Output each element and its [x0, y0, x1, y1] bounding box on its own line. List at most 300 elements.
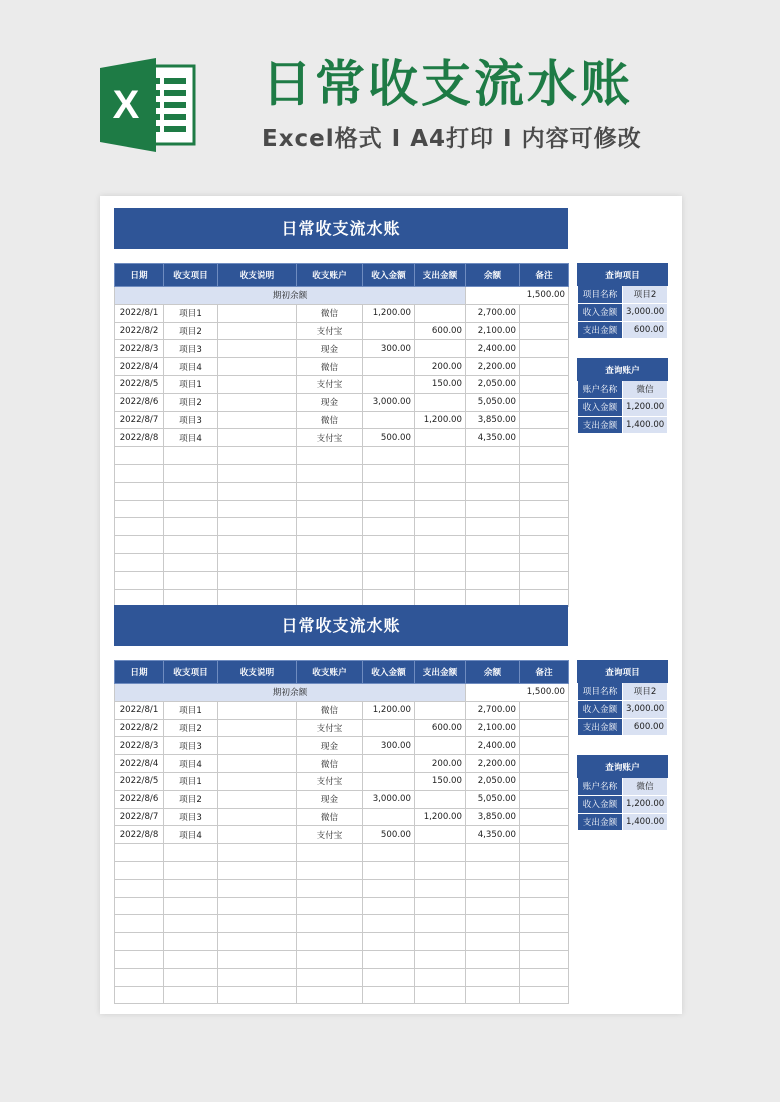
empty-cell[interactable]: [520, 518, 569, 536]
empty-cell[interactable]: [466, 482, 520, 500]
table-cell[interactable]: [520, 340, 569, 358]
table-cell[interactable]: 现金: [297, 393, 363, 411]
empty-cell[interactable]: [520, 861, 569, 879]
empty-cell[interactable]: [520, 536, 569, 554]
opening-balance-value[interactable]: 1,500.00: [466, 287, 569, 305]
empty-cell[interactable]: [466, 968, 520, 986]
empty-cell[interactable]: [297, 933, 363, 951]
empty-cell[interactable]: [115, 518, 164, 536]
empty-cell[interactable]: [466, 447, 520, 465]
table-cell[interactable]: 项目4: [164, 826, 218, 844]
table-cell[interactable]: [218, 755, 297, 773]
empty-cell[interactable]: [297, 950, 363, 968]
empty-cell[interactable]: [218, 447, 297, 465]
empty-cell[interactable]: [164, 986, 218, 1004]
table-cell[interactable]: 项目2: [164, 393, 218, 411]
table-cell[interactable]: 2022/8/8: [115, 826, 164, 844]
table-cell[interactable]: 项目3: [164, 411, 218, 429]
table-cell[interactable]: [520, 772, 569, 790]
table-cell[interactable]: 150.00: [415, 772, 466, 790]
empty-cell[interactable]: [297, 500, 363, 518]
table-cell[interactable]: [363, 755, 415, 773]
empty-cell[interactable]: [115, 553, 164, 571]
table-cell[interactable]: [218, 737, 297, 755]
table-cell[interactable]: 2,400.00: [466, 340, 520, 358]
table-cell[interactable]: [363, 772, 415, 790]
empty-cell[interactable]: [415, 950, 466, 968]
empty-cell[interactable]: [218, 968, 297, 986]
empty-cell[interactable]: [115, 879, 164, 897]
empty-cell[interactable]: [164, 915, 218, 933]
query-row: [578, 718, 668, 736]
ledger-banner: 日常收支流水账: [114, 208, 568, 249]
empty-cell[interactable]: [520, 553, 569, 571]
empty-cell[interactable]: [297, 536, 363, 554]
empty-cell[interactable]: [297, 482, 363, 500]
table-cell[interactable]: [363, 808, 415, 826]
empty-cell[interactable]: [297, 861, 363, 879]
table-cell[interactable]: 1,200.00: [363, 304, 415, 322]
table-cell[interactable]: [363, 719, 415, 737]
empty-cell[interactable]: [218, 933, 297, 951]
table-cell[interactable]: 2,100.00: [466, 322, 520, 340]
empty-cell[interactable]: [415, 986, 466, 1004]
table-cell[interactable]: [218, 719, 297, 737]
table-cell[interactable]: [218, 772, 297, 790]
empty-cell[interactable]: [297, 571, 363, 589]
table-cell[interactable]: 现金: [297, 340, 363, 358]
table-cell[interactable]: 现金: [297, 790, 363, 808]
table-row: [115, 393, 569, 411]
table-cell[interactable]: 项目2: [164, 790, 218, 808]
empty-cell[interactable]: [115, 844, 164, 862]
table-cell[interactable]: [363, 322, 415, 340]
query-row: [578, 303, 668, 321]
empty-cell[interactable]: [297, 553, 363, 571]
table-cell[interactable]: 项目3: [164, 340, 218, 358]
empty-cell[interactable]: [164, 571, 218, 589]
table-cell[interactable]: 支付宝: [297, 826, 363, 844]
empty-cell[interactable]: [520, 986, 569, 1004]
table-cell[interactable]: [363, 375, 415, 393]
empty-cell[interactable]: [415, 844, 466, 862]
empty-cell[interactable]: [297, 844, 363, 862]
empty-cell[interactable]: [520, 482, 569, 500]
col-header: 收支项目: [164, 661, 218, 684]
table-cell[interactable]: 2022/8/2: [115, 719, 164, 737]
table-cell[interactable]: [218, 701, 297, 719]
table-cell[interactable]: [218, 826, 297, 844]
table-cell[interactable]: [218, 322, 297, 340]
table-cell[interactable]: 2,700.00: [466, 701, 520, 719]
query-value: 1,200.00: [623, 398, 668, 416]
empty-cell[interactable]: [466, 571, 520, 589]
table-cell[interactable]: 支付宝: [297, 772, 363, 790]
table-row: [115, 772, 569, 790]
empty-cell[interactable]: [164, 933, 218, 951]
table-cell[interactable]: 2,200.00: [466, 755, 520, 773]
query-value[interactable]: 项目2: [623, 683, 668, 701]
table-row: [115, 808, 569, 826]
table-cell[interactable]: 3,850.00: [466, 808, 520, 826]
empty-cell[interactable]: [218, 482, 297, 500]
table-cell[interactable]: 微信: [297, 304, 363, 322]
empty-cell[interactable]: [218, 464, 297, 482]
empty-cell[interactable]: [466, 464, 520, 482]
empty-cell[interactable]: [297, 986, 363, 1004]
empty-cell[interactable]: [363, 933, 415, 951]
table-cell[interactable]: 1,200.00: [415, 808, 466, 826]
table-cell[interactable]: 2022/8/6: [115, 393, 164, 411]
table-cell[interactable]: [520, 755, 569, 773]
table-cell[interactable]: 3,000.00: [363, 790, 415, 808]
table-cell[interactable]: 4,350.00: [466, 429, 520, 447]
empty-cell[interactable]: [520, 500, 569, 518]
empty-cell[interactable]: [115, 950, 164, 968]
ledger-header-row: [115, 264, 569, 287]
empty-cell[interactable]: [218, 861, 297, 879]
table-cell[interactable]: 项目1: [164, 304, 218, 322]
empty-cell[interactable]: [520, 844, 569, 862]
empty-cell[interactable]: [115, 861, 164, 879]
empty-cell[interactable]: [466, 915, 520, 933]
table-cell[interactable]: [415, 393, 466, 411]
table-cell[interactable]: 项目4: [164, 429, 218, 447]
empty-cell[interactable]: [520, 915, 569, 933]
empty-cell[interactable]: [164, 518, 218, 536]
empty-cell[interactable]: [164, 447, 218, 465]
empty-cell[interactable]: [466, 986, 520, 1004]
table-cell[interactable]: [218, 393, 297, 411]
empty-cell[interactable]: [115, 536, 164, 554]
opening-balance-row: [115, 287, 569, 305]
table-cell[interactable]: 项目2: [164, 719, 218, 737]
empty-cell[interactable]: [415, 879, 466, 897]
table-cell[interactable]: 微信: [297, 411, 363, 429]
table-cell[interactable]: 1,200.00: [363, 701, 415, 719]
table-cell[interactable]: 2,400.00: [466, 737, 520, 755]
table-cell[interactable]: 项目4: [164, 358, 218, 376]
table-cell[interactable]: 2022/8/4: [115, 755, 164, 773]
table-cell[interactable]: 1,200.00: [415, 411, 466, 429]
empty-cell[interactable]: [115, 915, 164, 933]
empty-cell[interactable]: [466, 897, 520, 915]
table-cell[interactable]: [218, 411, 297, 429]
empty-cell[interactable]: [363, 482, 415, 500]
table-cell[interactable]: 2,050.00: [466, 772, 520, 790]
empty-cell[interactable]: [363, 447, 415, 465]
table-cell[interactable]: 微信: [297, 755, 363, 773]
empty-cell[interactable]: [218, 897, 297, 915]
table-cell[interactable]: 2,700.00: [466, 304, 520, 322]
empty-cell[interactable]: [115, 447, 164, 465]
table-cell[interactable]: 项目3: [164, 737, 218, 755]
empty-row: [115, 482, 569, 500]
table-cell[interactable]: 200.00: [415, 358, 466, 376]
query-label: 支出金额: [578, 416, 623, 434]
table-cell[interactable]: 5,050.00: [466, 790, 520, 808]
empty-cell[interactable]: [363, 915, 415, 933]
empty-cell[interactable]: [218, 915, 297, 933]
empty-cell[interactable]: [363, 879, 415, 897]
empty-cell[interactable]: [164, 482, 218, 500]
table-cell[interactable]: [218, 808, 297, 826]
empty-cell[interactable]: [363, 518, 415, 536]
empty-cell[interactable]: [115, 897, 164, 915]
table-cell[interactable]: [415, 701, 466, 719]
empty-cell[interactable]: [415, 915, 466, 933]
empty-cell[interactable]: [520, 933, 569, 951]
empty-cell[interactable]: [297, 897, 363, 915]
empty-cell[interactable]: [164, 950, 218, 968]
table-cell[interactable]: 项目1: [164, 375, 218, 393]
empty-cell[interactable]: [115, 933, 164, 951]
table-cell[interactable]: 4,350.00: [466, 826, 520, 844]
table-cell[interactable]: [520, 808, 569, 826]
empty-cell[interactable]: [363, 986, 415, 1004]
table-cell[interactable]: 2022/8/1: [115, 304, 164, 322]
empty-cell[interactable]: [520, 464, 569, 482]
table-cell[interactable]: 5,050.00: [466, 393, 520, 411]
table-cell[interactable]: 3,000.00: [363, 393, 415, 411]
query-label: 收入金额: [578, 303, 623, 321]
table-cell[interactable]: 3,850.00: [466, 411, 520, 429]
empty-row: [115, 950, 569, 968]
table-cell[interactable]: 2022/8/8: [115, 429, 164, 447]
col-header: 收支说明: [218, 661, 297, 684]
col-header: 备注: [520, 661, 569, 684]
empty-cell[interactable]: [415, 553, 466, 571]
empty-cell[interactable]: [218, 536, 297, 554]
table-cell[interactable]: 2022/8/5: [115, 375, 164, 393]
table-cell[interactable]: [520, 701, 569, 719]
table-cell[interactable]: [520, 411, 569, 429]
table-cell[interactable]: [520, 719, 569, 737]
empty-cell[interactable]: [297, 915, 363, 933]
table-cell[interactable]: [218, 304, 297, 322]
empty-cell[interactable]: [520, 950, 569, 968]
table-cell[interactable]: 项目3: [164, 808, 218, 826]
empty-cell[interactable]: [164, 861, 218, 879]
empty-cell[interactable]: [520, 571, 569, 589]
empty-cell[interactable]: [415, 968, 466, 986]
empty-cell[interactable]: [520, 897, 569, 915]
table-cell[interactable]: [415, 790, 466, 808]
empty-cell[interactable]: [363, 861, 415, 879]
empty-cell[interactable]: [164, 536, 218, 554]
empty-cell[interactable]: [164, 879, 218, 897]
empty-cell[interactable]: [218, 986, 297, 1004]
empty-cell[interactable]: [363, 553, 415, 571]
table-cell[interactable]: 600.00: [415, 322, 466, 340]
table-cell[interactable]: 300.00: [363, 340, 415, 358]
empty-cell[interactable]: [218, 553, 297, 571]
promo-header: [0, 0, 780, 190]
table-cell[interactable]: [520, 737, 569, 755]
empty-cell[interactable]: [363, 571, 415, 589]
empty-cell[interactable]: [415, 933, 466, 951]
table-cell[interactable]: [520, 429, 569, 447]
empty-cell[interactable]: [466, 500, 520, 518]
table-cell[interactable]: 支付宝: [297, 429, 363, 447]
empty-cell[interactable]: [115, 500, 164, 518]
table-cell[interactable]: [520, 358, 569, 376]
empty-cell[interactable]: [415, 897, 466, 915]
table-cell[interactable]: 2022/8/3: [115, 737, 164, 755]
table-cell[interactable]: [520, 304, 569, 322]
table-cell[interactable]: 项目1: [164, 772, 218, 790]
table-cell[interactable]: [218, 358, 297, 376]
ledger-table: [114, 660, 569, 1004]
empty-cell[interactable]: [466, 861, 520, 879]
table-cell[interactable]: 2022/8/4: [115, 358, 164, 376]
empty-cell[interactable]: [297, 464, 363, 482]
empty-cell[interactable]: [218, 879, 297, 897]
empty-cell[interactable]: [363, 536, 415, 554]
query-row: [578, 795, 668, 813]
empty-row: [115, 879, 569, 897]
excel-logo-icon: [100, 58, 198, 152]
table-cell[interactable]: [218, 790, 297, 808]
table-cell[interactable]: [520, 322, 569, 340]
empty-cell[interactable]: [363, 844, 415, 862]
empty-cell[interactable]: [297, 518, 363, 536]
table-cell[interactable]: [520, 393, 569, 411]
empty-cell[interactable]: [520, 447, 569, 465]
table-cell[interactable]: [415, 826, 466, 844]
table-cell[interactable]: 200.00: [415, 755, 466, 773]
empty-cell[interactable]: [415, 536, 466, 554]
table-cell[interactable]: 微信: [297, 358, 363, 376]
opening-balance-label[interactable]: 期初余额: [115, 684, 466, 702]
query-value: 600.00: [623, 321, 668, 339]
empty-cell[interactable]: [164, 553, 218, 571]
table-cell[interactable]: 500.00: [363, 429, 415, 447]
empty-cell[interactable]: [466, 536, 520, 554]
empty-cell[interactable]: [415, 861, 466, 879]
table-cell[interactable]: [415, 429, 466, 447]
query-value[interactable]: 微信: [623, 778, 668, 796]
empty-row: [115, 553, 569, 571]
opening-balance-value[interactable]: 1,500.00: [466, 684, 569, 702]
table-cell[interactable]: [363, 358, 415, 376]
empty-cell[interactable]: [363, 968, 415, 986]
empty-cell[interactable]: [363, 464, 415, 482]
empty-cell[interactable]: [164, 968, 218, 986]
table-cell[interactable]: 300.00: [363, 737, 415, 755]
empty-cell[interactable]: [363, 897, 415, 915]
table-cell[interactable]: 支付宝: [297, 322, 363, 340]
empty-cell[interactable]: [520, 968, 569, 986]
table-cell[interactable]: 微信: [297, 701, 363, 719]
empty-cell[interactable]: [218, 950, 297, 968]
empty-cell[interactable]: [164, 897, 218, 915]
empty-cell[interactable]: [218, 844, 297, 862]
empty-cell[interactable]: [115, 571, 164, 589]
empty-cell[interactable]: [415, 447, 466, 465]
table-cell[interactable]: 2022/8/7: [115, 808, 164, 826]
table-cell[interactable]: 微信: [297, 808, 363, 826]
empty-cell[interactable]: [115, 464, 164, 482]
empty-cell[interactable]: [115, 986, 164, 1004]
empty-cell[interactable]: [415, 571, 466, 589]
table-cell[interactable]: 项目2: [164, 322, 218, 340]
empty-cell[interactable]: [164, 464, 218, 482]
table-cell[interactable]: 支付宝: [297, 719, 363, 737]
table-cell[interactable]: [363, 411, 415, 429]
empty-cell[interactable]: [520, 879, 569, 897]
query-value[interactable]: 微信: [623, 381, 668, 399]
table-cell[interactable]: 2022/8/6: [115, 790, 164, 808]
table-cell[interactable]: 2022/8/2: [115, 322, 164, 340]
query-value[interactable]: 项目2: [623, 286, 668, 304]
table-cell[interactable]: 项目4: [164, 755, 218, 773]
empty-cell[interactable]: [415, 464, 466, 482]
empty-cell[interactable]: [297, 447, 363, 465]
table-cell[interactable]: [520, 826, 569, 844]
empty-cell[interactable]: [466, 844, 520, 862]
table-cell[interactable]: [415, 340, 466, 358]
empty-cell[interactable]: [218, 571, 297, 589]
empty-cell[interactable]: [466, 553, 520, 571]
empty-cell[interactable]: [466, 933, 520, 951]
table-cell[interactable]: [415, 304, 466, 322]
empty-cell[interactable]: [297, 968, 363, 986]
page-title: 日常收支流水账: [262, 55, 633, 113]
table-cell[interactable]: 150.00: [415, 375, 466, 393]
empty-cell[interactable]: [115, 482, 164, 500]
empty-cell[interactable]: [415, 482, 466, 500]
table-cell[interactable]: 2022/8/3: [115, 340, 164, 358]
empty-cell[interactable]: [218, 518, 297, 536]
table-cell[interactable]: 2,100.00: [466, 719, 520, 737]
query-item-title: 查询项目: [578, 661, 668, 683]
table-cell[interactable]: [218, 375, 297, 393]
table-cell[interactable]: 600.00: [415, 719, 466, 737]
empty-cell[interactable]: [466, 879, 520, 897]
empty-cell[interactable]: [466, 950, 520, 968]
empty-cell[interactable]: [164, 500, 218, 518]
ledger-table: [114, 263, 569, 607]
empty-cell[interactable]: [466, 518, 520, 536]
table-cell[interactable]: 2,050.00: [466, 375, 520, 393]
table-cell[interactable]: 2022/8/5: [115, 772, 164, 790]
empty-cell[interactable]: [415, 518, 466, 536]
table-cell[interactable]: [218, 340, 297, 358]
query-value: 600.00: [623, 718, 668, 736]
table-row: [115, 358, 569, 376]
table-cell[interactable]: 2022/8/7: [115, 411, 164, 429]
table-cell[interactable]: [520, 790, 569, 808]
empty-cell[interactable]: [415, 500, 466, 518]
empty-cell[interactable]: [218, 500, 297, 518]
empty-cell[interactable]: [164, 844, 218, 862]
empty-cell[interactable]: [297, 879, 363, 897]
empty-cell[interactable]: [115, 968, 164, 986]
table-cell[interactable]: 项目1: [164, 701, 218, 719]
empty-cell[interactable]: [363, 500, 415, 518]
table-cell[interactable]: [520, 375, 569, 393]
opening-balance-label[interactable]: 期初余额: [115, 287, 466, 305]
table-cell[interactable]: 2022/8/1: [115, 701, 164, 719]
table-cell[interactable]: 2,200.00: [466, 358, 520, 376]
empty-cell[interactable]: [363, 950, 415, 968]
table-cell[interactable]: [218, 429, 297, 447]
table-cell[interactable]: 现金: [297, 737, 363, 755]
table-cell[interactable]: 500.00: [363, 826, 415, 844]
table-cell[interactable]: 支付宝: [297, 375, 363, 393]
table-cell[interactable]: [415, 737, 466, 755]
